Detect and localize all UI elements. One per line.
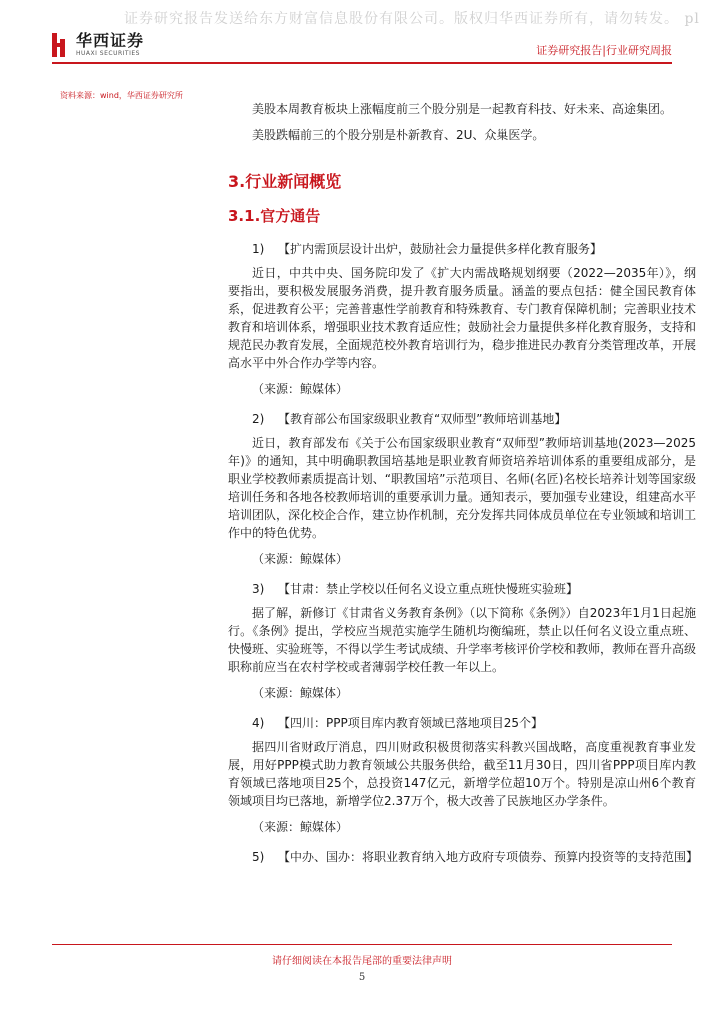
logo-name-cn: 华西证券 <box>76 31 145 50</box>
company-logo <box>52 32 144 58</box>
news-item-number: 4) <box>252 716 265 730</box>
news-item-title <box>228 240 696 258</box>
news-item-number: 1) <box>252 242 265 256</box>
news-item-source: （来源：鲸媒体） <box>252 382 349 396</box>
news-item-title <box>228 848 699 866</box>
news-item <box>228 714 696 836</box>
page-number: 5 <box>358 972 366 983</box>
news-item-source: （来源：鲸媒体） <box>252 552 349 566</box>
news-item-title-text: 【甘肃：禁止学校以任何名义设立重点班快慢班实验班】 <box>278 582 579 596</box>
logo-name-en: HUAXI SECURITIES <box>76 50 140 57</box>
news-item-title-text: 【教育部公布国家级职业教育“双师型”教师培训基地】 <box>278 412 567 426</box>
subsection-heading: 3.1.官方通告 <box>228 207 321 225</box>
main-content <box>228 100 699 872</box>
news-item-source: （来源：鲸媒体） <box>252 820 349 834</box>
paragraph-us-gainers: 美股本周教育板块上涨幅度前三个股分别是一起教育科技、好未来、高途集团。 <box>252 102 673 116</box>
logo-icon <box>52 33 70 57</box>
section-heading: 3.行业新闻概览 <box>228 172 342 191</box>
news-item <box>228 848 699 866</box>
figure-source-note: 资料来源：wind，华西证券研究所 <box>60 91 183 100</box>
footer-divider <box>52 944 672 945</box>
news-item <box>228 240 696 398</box>
news-item-title <box>228 580 696 598</box>
watermark-text: 证券研究报告发送给东方财富信息股份有限公司。版权归华西证券所有，请勿转发。 pl <box>124 11 700 27</box>
news-item-number: 2) <box>252 412 265 426</box>
news-item <box>228 410 696 568</box>
news-item-number: 5) <box>252 850 265 864</box>
legal-notice: 请仔细阅读在本报告尾部的重要法律声明 <box>272 956 452 967</box>
news-item-title-text: 【四川：PPP项目库内教育领域已落地项目25个】 <box>278 716 543 730</box>
news-item-body: 近日，中共中央、国务院印发了《扩大内需战略规划纲要（2022—2035年）》，纲要指出，要积极发展服务消费，提升教育服务质量。涵盖的要点包括：健全国民教育体系，促进教育公平；完善普惠性学前教育和特殊教育、专门教育保障机制；完善职业技术教育和培训体系，增强职业技术教育适应性；鼓励社会力量提供多样化教育服务，支持和规范民办教育发展，全面规范校外教育培训行为，稳步推进民办教育分类管理改革，开展高水平中外合作办学等内容。 <box>228 266 697 370</box>
news-item-title <box>228 714 696 732</box>
news-item-source: （来源：鲸媒体） <box>252 686 349 700</box>
news-item-body: 近日，教育部发布《关于公布国家级职业教育“双师型”教师培训基地(2023—2025年)》的通知，其中明确职教国培基地是职业教育师资培养培训体系的重要组成部分，是职业学校教师素质提高计划、“职教国培”示范项目、名师(名匠)名校长培养计划等国家级培训任务和各地各校教师培训的重要承训力量。通知表示，要加强专业建设，组建高水平培训团队，深化校企合作，建立协作机制，充分发挥共同体成员单位在专业领域和培训工作中的特色优势。 <box>228 436 697 540</box>
news-item-body: 据四川省财政厅消息，四川财政积极贯彻落实科教兴国战略，高度重视教育事业发展，用好PPP模式助力教育领域公共服务供给，截至11月30日，四川省PPP项目库内教育领域已落地项目25个，总投资147亿元，新增学位超10万个。特别是凉山州6个教育领域项目均已落地，新增学位2.37万个，极大改善了民族地区办学条件。 <box>228 740 696 808</box>
news-item-title-text: 【中办、国办：将职业教育纳入地方政府专项债券、预算内投资等的支持范围】 <box>278 850 699 864</box>
paragraph-us-losers: 美股跌幅前三的个股分别是朴新教育、2U、众巢医学。 <box>252 128 545 142</box>
report-type-header: 证券研究报告|行业研究周报 <box>536 44 672 57</box>
header-divider <box>52 62 672 64</box>
news-item <box>228 580 696 702</box>
news-item-title-text: 【扩内需顶层设计出炉，鼓励社会力量提供多样化教育服务】 <box>278 242 603 256</box>
news-item-body: 据了解，新修订《甘肃省义务教育条例》（以下简称《条例》）自2023年1月1日起施行。《条例》提出，学校应当规范实施学生随机均衡编班，禁止以任何名义设立重点班、快慢班、实验班等，不得以学生考试成绩、升学率考核评价学校和教师，教师在晋升高级职称前应当在农村学校或者薄弱学校任教一年以上。 <box>228 606 697 674</box>
news-item-title <box>228 410 696 428</box>
news-item-number: 3) <box>252 582 265 596</box>
